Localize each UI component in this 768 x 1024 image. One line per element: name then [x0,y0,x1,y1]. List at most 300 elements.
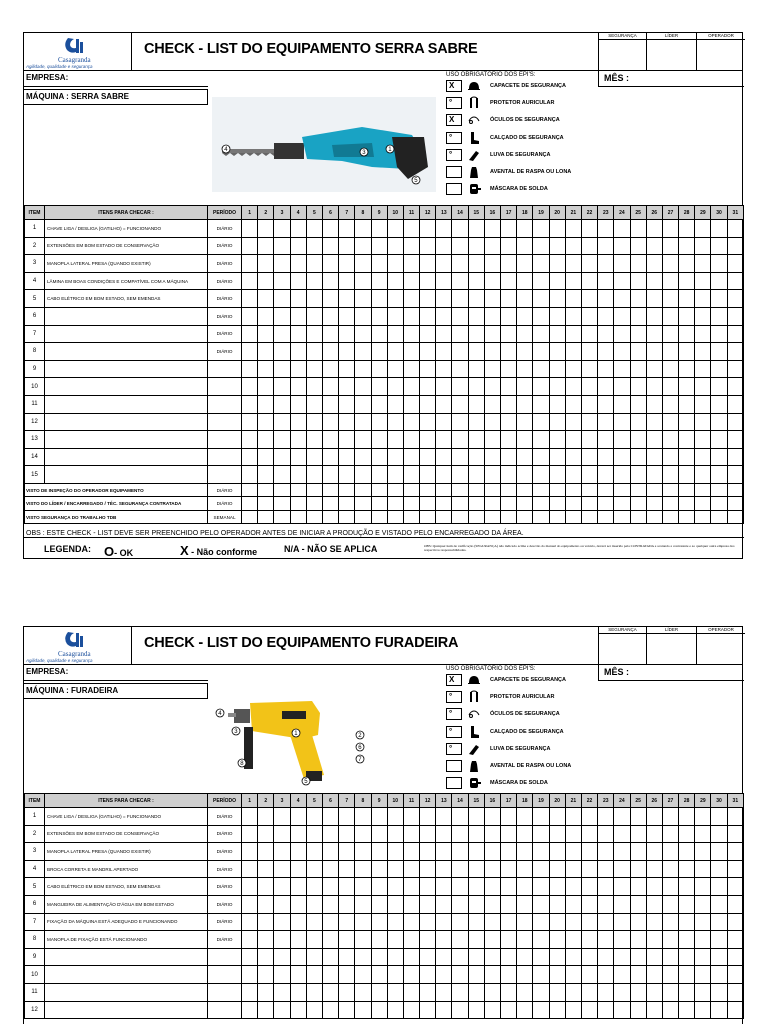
day-cell[interactable] [598,325,614,343]
day-cell[interactable] [662,808,678,826]
day-cell[interactable] [387,483,403,497]
day-cell[interactable] [420,378,436,396]
day-cell[interactable] [306,378,322,396]
day-cell[interactable] [501,983,517,1001]
day-cell[interactable] [565,431,581,449]
day-cell[interactable] [662,360,678,378]
day-cell[interactable] [533,860,549,878]
day-cell[interactable] [242,360,258,378]
day-cell[interactable] [662,948,678,966]
day-cell[interactable] [679,413,695,431]
day-cell[interactable] [290,343,306,361]
day-cell[interactable] [711,825,727,843]
day-cell[interactable] [549,413,565,431]
day-cell[interactable] [679,878,695,896]
day-cell[interactable] [695,343,711,361]
day-cell[interactable] [614,825,630,843]
day-cell[interactable] [339,220,355,238]
day-cell[interactable] [322,255,338,273]
day-cell[interactable] [630,413,646,431]
day-cell[interactable] [322,413,338,431]
day-cell[interactable] [679,307,695,325]
day-cell[interactable] [581,360,597,378]
day-cell[interactable] [339,448,355,466]
signature-cell[interactable] [647,33,697,71]
day-cell[interactable] [403,307,419,325]
day-cell[interactable] [371,878,387,896]
day-cell[interactable] [436,1001,452,1019]
day-cell[interactable] [565,860,581,878]
day-cell[interactable] [533,325,549,343]
day-cell[interactable] [598,983,614,1001]
day-cell[interactable] [581,290,597,308]
day-cell[interactable] [679,948,695,966]
day-cell[interactable] [274,497,290,511]
day-cell[interactable] [711,395,727,413]
day-cell[interactable] [258,220,274,238]
day-cell[interactable] [468,237,484,255]
day-cell[interactable] [306,307,322,325]
day-cell[interactable] [679,497,695,511]
day-cell[interactable] [322,483,338,497]
day-cell[interactable] [711,466,727,484]
day-cell[interactable] [436,948,452,966]
day-cell[interactable] [290,931,306,949]
day-cell[interactable] [565,1001,581,1019]
day-cell[interactable] [727,983,743,1001]
day-cell[interactable] [695,307,711,325]
day-cell[interactable] [339,878,355,896]
day-cell[interactable] [274,895,290,913]
day-cell[interactable] [581,466,597,484]
day-cell[interactable] [581,510,597,524]
signature-cell[interactable] [599,627,647,665]
day-cell[interactable] [290,466,306,484]
day-cell[interactable] [727,895,743,913]
day-cell[interactable] [646,808,662,826]
day-cell[interactable] [646,510,662,524]
day-cell[interactable] [695,466,711,484]
day-cell[interactable] [484,272,500,290]
day-cell[interactable] [630,913,646,931]
day-cell[interactable] [533,413,549,431]
day-cell[interactable] [662,378,678,396]
day-cell[interactable] [306,255,322,273]
day-cell[interactable] [598,307,614,325]
day-cell[interactable] [484,497,500,511]
day-cell[interactable] [339,808,355,826]
day-cell[interactable] [420,395,436,413]
day-cell[interactable] [679,220,695,238]
day-cell[interactable] [646,931,662,949]
day-cell[interactable] [387,395,403,413]
day-cell[interactable] [274,360,290,378]
day-cell[interactable] [501,931,517,949]
day-cell[interactable] [420,290,436,308]
day-cell[interactable] [468,983,484,1001]
day-cell[interactable] [517,431,533,449]
day-cell[interactable] [549,343,565,361]
day-cell[interactable] [371,360,387,378]
day-cell[interactable] [517,497,533,511]
day-cell[interactable] [501,808,517,826]
day-cell[interactable] [290,272,306,290]
day-cell[interactable] [517,220,533,238]
day-cell[interactable] [565,825,581,843]
day-cell[interactable] [322,272,338,290]
day-cell[interactable] [598,360,614,378]
day-cell[interactable] [258,237,274,255]
epi-checkbox[interactable] [446,183,462,195]
day-cell[interactable] [549,860,565,878]
day-cell[interactable] [695,808,711,826]
day-cell[interactable] [549,1001,565,1019]
day-cell[interactable] [436,825,452,843]
day-cell[interactable] [242,466,258,484]
day-cell[interactable] [403,413,419,431]
empresa-field[interactable]: EMPRESA: [24,71,208,87]
day-cell[interactable] [646,325,662,343]
day-cell[interactable] [646,983,662,1001]
day-cell[interactable] [711,878,727,896]
day-cell[interactable] [258,878,274,896]
day-cell[interactable] [517,413,533,431]
day-cell[interactable] [355,395,371,413]
day-cell[interactable] [581,913,597,931]
day-cell[interactable] [727,1001,743,1019]
day-cell[interactable] [322,360,338,378]
day-cell[interactable] [387,378,403,396]
day-cell[interactable] [468,255,484,273]
day-cell[interactable] [533,510,549,524]
day-cell[interactable] [420,843,436,861]
day-cell[interactable] [679,825,695,843]
day-cell[interactable] [420,895,436,913]
day-cell[interactable] [258,808,274,826]
day-cell[interactable] [452,448,468,466]
day-cell[interactable] [501,395,517,413]
day-cell[interactable] [274,913,290,931]
day-cell[interactable] [517,307,533,325]
day-cell[interactable] [403,431,419,449]
day-cell[interactable] [468,895,484,913]
day-cell[interactable] [565,948,581,966]
day-cell[interactable] [258,466,274,484]
day-cell[interactable] [355,878,371,896]
day-cell[interactable] [662,448,678,466]
day-cell[interactable] [711,237,727,255]
day-cell[interactable] [468,1001,484,1019]
day-cell[interactable] [501,510,517,524]
day-cell[interactable] [420,325,436,343]
day-cell[interactable] [258,1001,274,1019]
day-cell[interactable] [258,343,274,361]
day-cell[interactable] [501,431,517,449]
day-cell[interactable] [549,395,565,413]
day-cell[interactable] [695,948,711,966]
day-cell[interactable] [339,272,355,290]
day-cell[interactable] [339,343,355,361]
day-cell[interactable] [420,983,436,1001]
mes-field[interactable]: MÊS : [598,71,744,87]
day-cell[interactable] [711,860,727,878]
day-cell[interactable] [484,843,500,861]
day-cell[interactable] [371,255,387,273]
day-cell[interactable] [630,237,646,255]
day-cell[interactable] [598,220,614,238]
day-cell[interactable] [452,360,468,378]
day-cell[interactable] [355,966,371,984]
day-cell[interactable] [290,395,306,413]
day-cell[interactable] [436,895,452,913]
day-cell[interactable] [549,272,565,290]
day-cell[interactable] [258,510,274,524]
day-cell[interactable] [646,290,662,308]
day-cell[interactable] [646,843,662,861]
day-cell[interactable] [452,497,468,511]
day-cell[interactable] [727,343,743,361]
day-cell[interactable] [517,325,533,343]
day-cell[interactable] [630,220,646,238]
day-cell[interactable] [646,448,662,466]
day-cell[interactable] [403,825,419,843]
day-cell[interactable] [662,843,678,861]
day-cell[interactable] [614,948,630,966]
day-cell[interactable] [452,307,468,325]
day-cell[interactable] [662,343,678,361]
day-cell[interactable] [711,808,727,826]
day-cell[interactable] [468,290,484,308]
mes-field[interactable]: MÊS : [598,665,744,681]
day-cell[interactable] [242,431,258,449]
day-cell[interactable] [484,220,500,238]
day-cell[interactable] [274,878,290,896]
day-cell[interactable] [420,360,436,378]
day-cell[interactable] [258,913,274,931]
day-cell[interactable] [565,395,581,413]
day-cell[interactable] [339,431,355,449]
day-cell[interactable] [371,378,387,396]
day-cell[interactable] [630,325,646,343]
signature-cell[interactable] [697,627,745,665]
day-cell[interactable] [306,290,322,308]
day-cell[interactable] [630,895,646,913]
day-cell[interactable] [727,255,743,273]
day-cell[interactable] [581,413,597,431]
epi-checkbox[interactable]: ° [446,708,462,720]
day-cell[interactable] [679,466,695,484]
day-cell[interactable] [484,931,500,949]
day-cell[interactable] [679,237,695,255]
day-cell[interactable] [339,325,355,343]
day-cell[interactable] [646,360,662,378]
day-cell[interactable] [339,1001,355,1019]
day-cell[interactable] [436,431,452,449]
day-cell[interactable] [468,448,484,466]
day-cell[interactable] [598,272,614,290]
day-cell[interactable] [339,895,355,913]
day-cell[interactable] [549,431,565,449]
day-cell[interactable] [403,843,419,861]
day-cell[interactable] [274,466,290,484]
day-cell[interactable] [711,913,727,931]
day-cell[interactable] [306,913,322,931]
day-cell[interactable] [679,483,695,497]
day-cell[interactable] [695,431,711,449]
day-cell[interactable] [258,860,274,878]
day-cell[interactable] [565,466,581,484]
day-cell[interactable] [322,510,338,524]
day-cell[interactable] [484,1001,500,1019]
day-cell[interactable] [695,895,711,913]
day-cell[interactable] [517,878,533,896]
day-cell[interactable] [242,860,258,878]
day-cell[interactable] [662,497,678,511]
day-cell[interactable] [614,466,630,484]
day-cell[interactable] [630,272,646,290]
day-cell[interactable] [630,466,646,484]
day-cell[interactable] [630,255,646,273]
day-cell[interactable] [614,307,630,325]
day-cell[interactable] [711,220,727,238]
day-cell[interactable] [452,895,468,913]
day-cell[interactable] [565,290,581,308]
day-cell[interactable] [274,510,290,524]
day-cell[interactable] [387,825,403,843]
day-cell[interactable] [533,983,549,1001]
day-cell[interactable] [598,448,614,466]
day-cell[interactable] [679,272,695,290]
epi-checkbox[interactable]: ° [446,132,462,144]
day-cell[interactable] [630,931,646,949]
day-cell[interactable] [355,808,371,826]
day-cell[interactable] [727,913,743,931]
day-cell[interactable] [355,983,371,1001]
day-cell[interactable] [274,290,290,308]
signature-cell[interactable] [697,33,745,71]
day-cell[interactable] [662,220,678,238]
day-cell[interactable] [517,931,533,949]
day-cell[interactable] [517,1001,533,1019]
day-cell[interactable] [679,808,695,826]
day-cell[interactable] [598,1001,614,1019]
day-cell[interactable] [630,825,646,843]
day-cell[interactable] [306,1001,322,1019]
day-cell[interactable] [387,983,403,1001]
day-cell[interactable] [371,431,387,449]
day-cell[interactable] [662,510,678,524]
day-cell[interactable] [452,843,468,861]
day-cell[interactable] [727,220,743,238]
day-cell[interactable] [598,497,614,511]
day-cell[interactable] [614,983,630,1001]
day-cell[interactable] [420,878,436,896]
day-cell[interactable] [614,931,630,949]
day-cell[interactable] [727,431,743,449]
day-cell[interactable] [727,378,743,396]
day-cell[interactable] [549,843,565,861]
day-cell[interactable] [452,983,468,1001]
day-cell[interactable] [679,983,695,1001]
day-cell[interactable] [501,825,517,843]
day-cell[interactable] [420,913,436,931]
day-cell[interactable] [322,808,338,826]
day-cell[interactable] [436,378,452,396]
day-cell[interactable] [501,878,517,896]
day-cell[interactable] [452,860,468,878]
day-cell[interactable] [322,825,338,843]
day-cell[interactable] [274,948,290,966]
day-cell[interactable] [468,378,484,396]
day-cell[interactable] [468,395,484,413]
day-cell[interactable] [322,878,338,896]
day-cell[interactable] [711,290,727,308]
day-cell[interactable] [727,483,743,497]
day-cell[interactable] [662,1001,678,1019]
day-cell[interactable] [468,510,484,524]
day-cell[interactable] [290,983,306,1001]
day-cell[interactable] [258,483,274,497]
day-cell[interactable] [501,413,517,431]
day-cell[interactable] [581,220,597,238]
day-cell[interactable] [533,1001,549,1019]
day-cell[interactable] [355,497,371,511]
day-cell[interactable] [436,325,452,343]
day-cell[interactable] [727,931,743,949]
day-cell[interactable] [452,913,468,931]
day-cell[interactable] [387,966,403,984]
day-cell[interactable] [290,843,306,861]
day-cell[interactable] [258,307,274,325]
day-cell[interactable] [501,307,517,325]
day-cell[interactable] [468,413,484,431]
day-cell[interactable] [339,290,355,308]
day-cell[interactable] [339,483,355,497]
day-cell[interactable] [695,878,711,896]
day-cell[interactable] [387,1001,403,1019]
day-cell[interactable] [630,510,646,524]
day-cell[interactable] [403,272,419,290]
day-cell[interactable] [549,948,565,966]
epi-checkbox[interactable]: ° [446,97,462,109]
day-cell[interactable] [339,255,355,273]
day-cell[interactable] [646,431,662,449]
day-cell[interactable] [468,808,484,826]
day-cell[interactable] [371,808,387,826]
day-cell[interactable] [420,466,436,484]
day-cell[interactable] [468,431,484,449]
day-cell[interactable] [517,343,533,361]
day-cell[interactable] [695,1001,711,1019]
day-cell[interactable] [403,983,419,1001]
day-cell[interactable] [242,895,258,913]
day-cell[interactable] [371,448,387,466]
day-cell[interactable] [727,395,743,413]
day-cell[interactable] [565,483,581,497]
day-cell[interactable] [679,431,695,449]
day-cell[interactable] [646,966,662,984]
day-cell[interactable] [436,360,452,378]
day-cell[interactable] [322,325,338,343]
epi-checkbox[interactable]: X [446,114,462,126]
day-cell[interactable] [306,825,322,843]
day-cell[interactable] [501,378,517,396]
day-cell[interactable] [242,237,258,255]
day-cell[interactable] [484,878,500,896]
day-cell[interactable] [306,895,322,913]
day-cell[interactable] [662,878,678,896]
day-cell[interactable] [533,483,549,497]
